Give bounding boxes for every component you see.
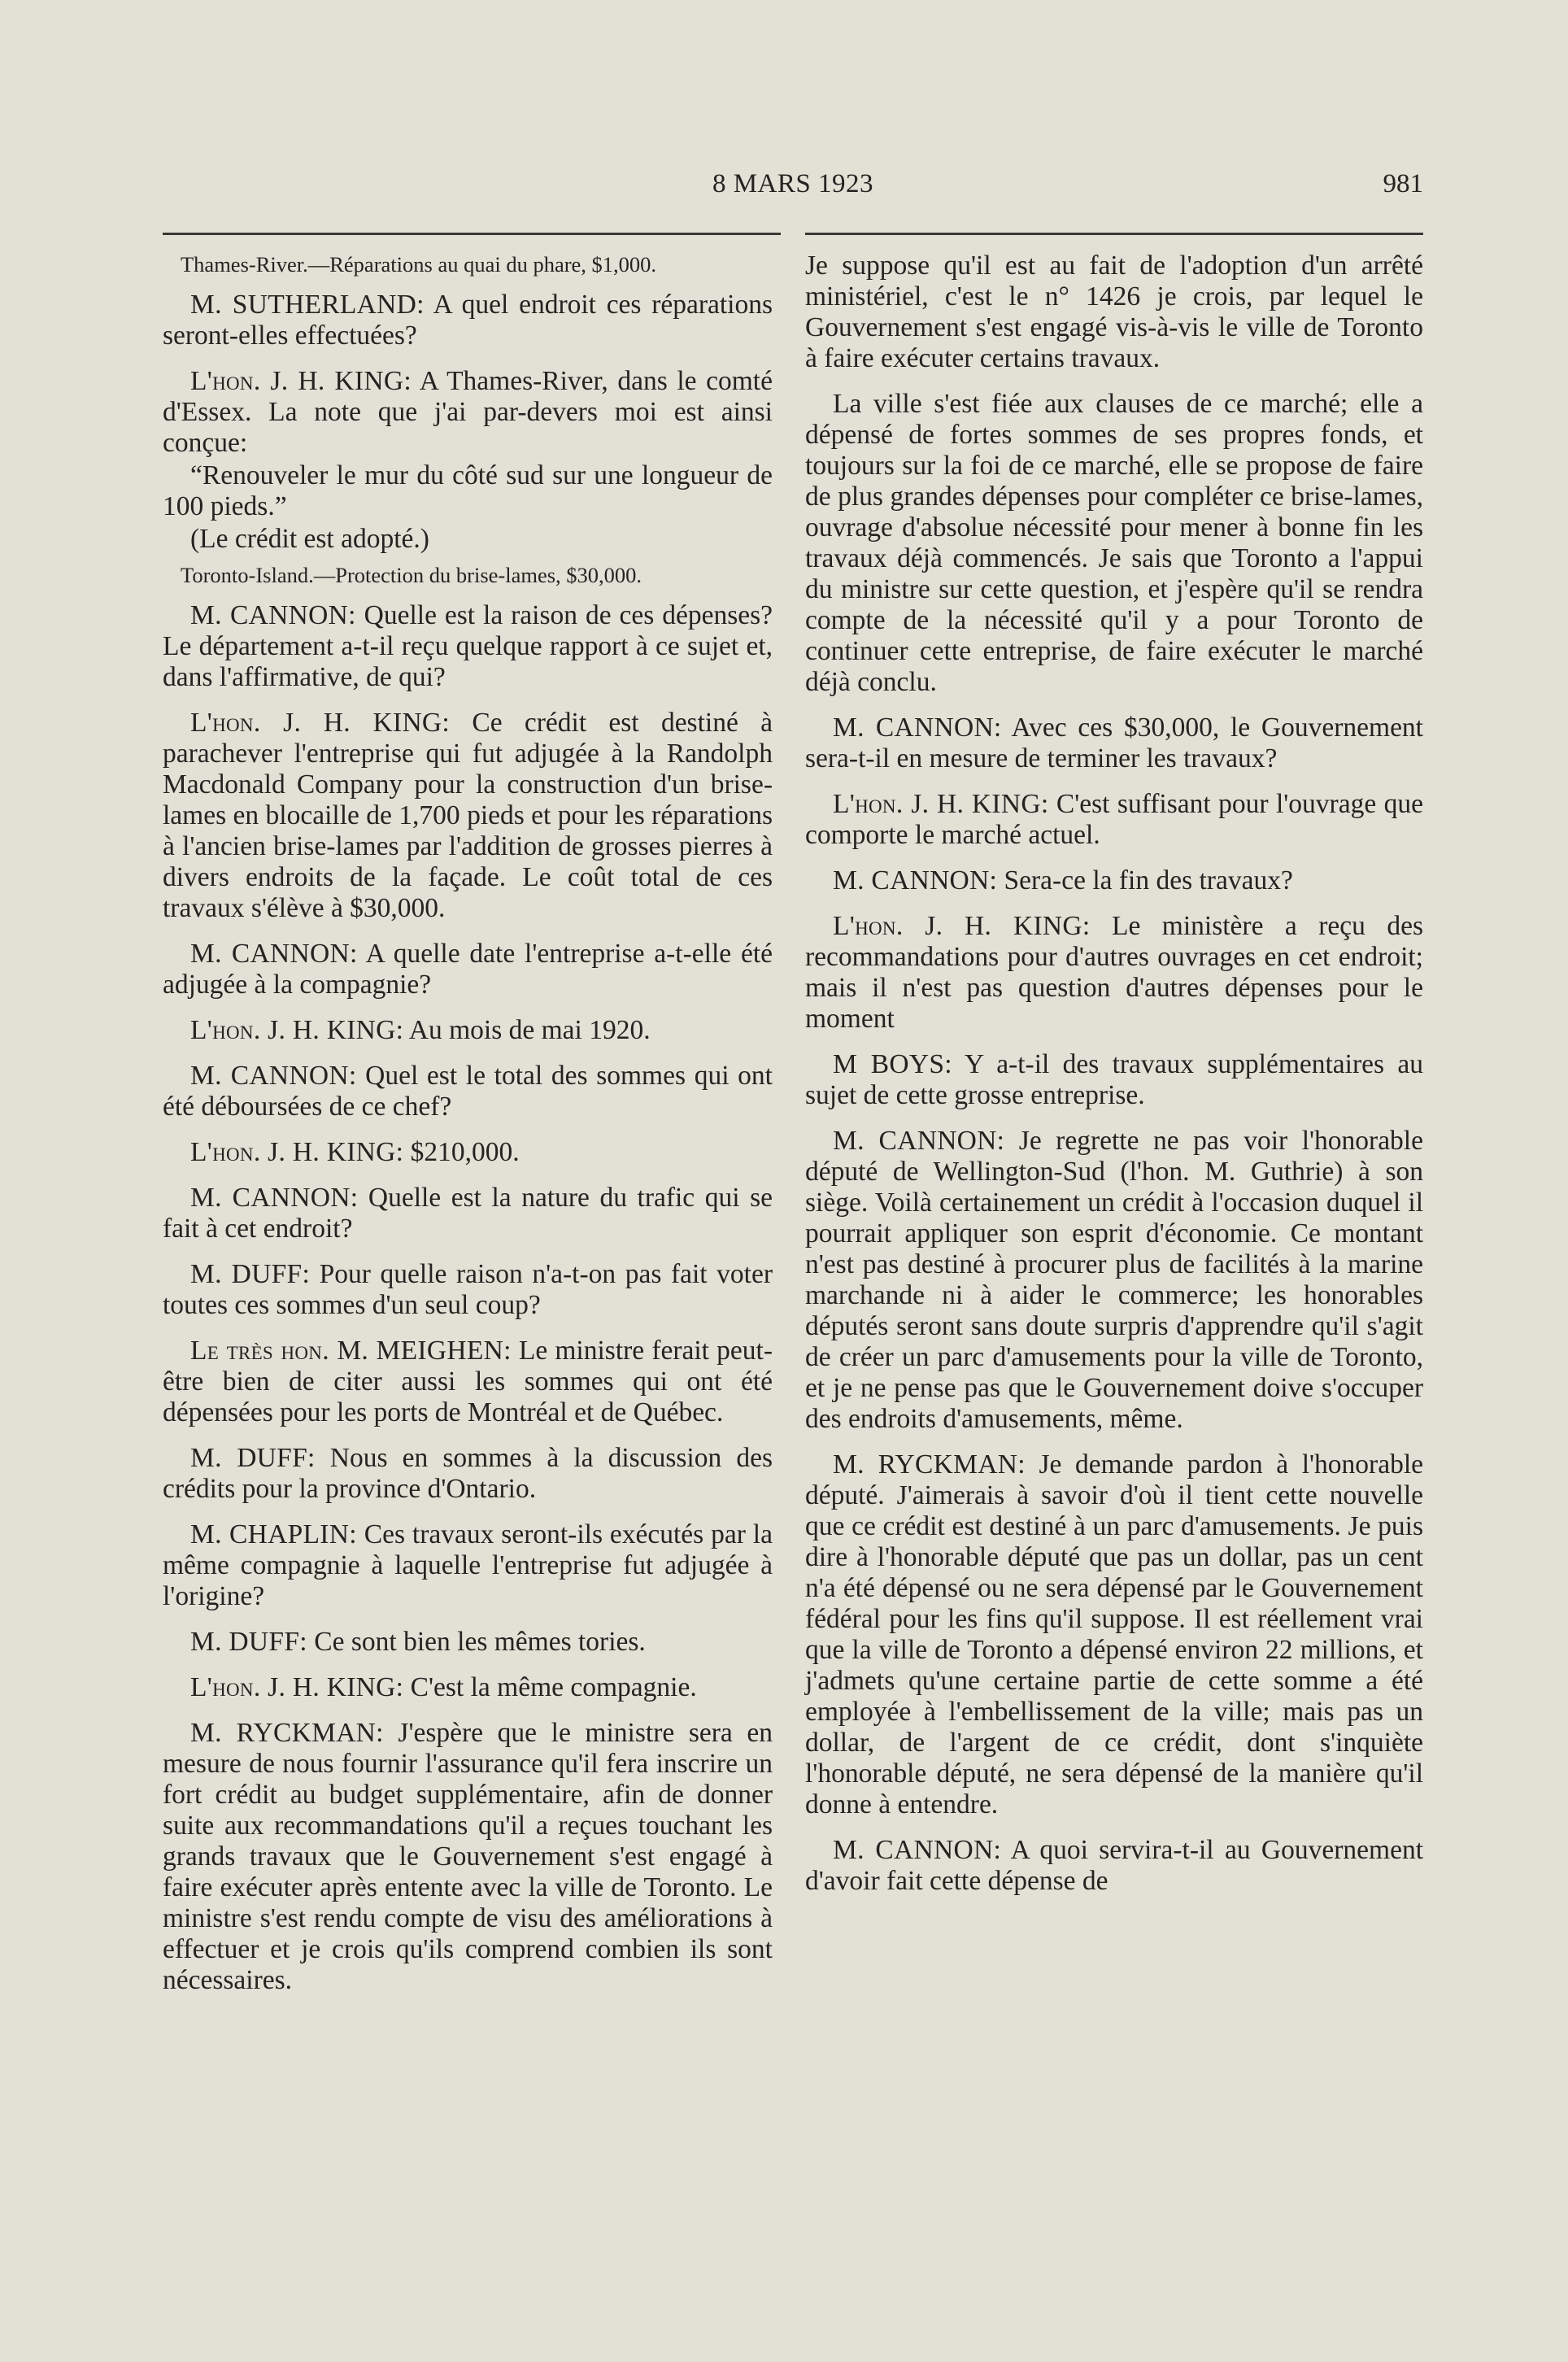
paragraph-text: Le ministère a reçu des recommandations pour d'autres ouvrages en cet endroit; mais il n'est pas question d'autres dépenses pour le moment — [805, 911, 1423, 1034]
paragraph — [163, 366, 773, 459]
paragraph — [163, 1015, 773, 1046]
left-column — [163, 251, 773, 2011]
paragraph-text: A Thames-River, dans le comté d'Essex. La note que j'ai par-devers moi est ainsi conçue: — [163, 366, 773, 458]
paragraph-text: Ce sont bien les mêmes tories. — [307, 1627, 646, 1657]
paragraph — [163, 1443, 773, 1505]
speaker-name: L'hon. J. H. KING: — [190, 1137, 404, 1167]
paragraph-text: Je regrette ne pas voir l'honorable député de Wellington-Sud (l'hon. M. Guthrie) à son siège. Voilà certainement un crédit à l'occasion duquel il pourrait appliquer son esprit d'économie. Ce montant n'est pas destiné à procurer plus de facilités à la marine marchande ni à aider le commerce; les honorables députés seront sans doute surpris d'apprendre qu'il s'agit de créer un parc d'amusements pour la ville de Toronto, et je ne pense pas que le Gouvernement doive s'occuper des endroits d'amusements, même. — [805, 1126, 1423, 1434]
paragraph — [163, 1259, 773, 1321]
header-rule-left — [163, 233, 781, 235]
paragraph-text: Sera-ce la fin des travaux? — [997, 865, 1293, 896]
speaker-name: M. CANNON: — [833, 865, 998, 896]
page-number: 981 — [1383, 169, 1423, 198]
paragraph-text: Thames-River.—Réparations au quai du phare, $1,000. — [181, 252, 657, 277]
paragraph-text: “Renouveler le mur du côté sud sur une longueur de 100 pieds.” — [163, 460, 773, 521]
speaker-name: M. RYCKMAN: — [190, 1718, 384, 1748]
speaker-name: L'hon. J. H. KING: — [833, 911, 1091, 941]
paragraph-text: C'est suffisant pour l'ouvrage que comporte le marché actuel. — [805, 789, 1423, 850]
paragraph — [805, 251, 1423, 374]
paragraph — [163, 1672, 773, 1703]
paragraph-text: Y a-t-il des travaux supplémentaires au sujet de cette grosse entreprise. — [805, 1049, 1423, 1110]
paragraph-text: Le ministre ferait peut-être bien de citer aussi les sommes qui ont été dépensées pour les ports de Montréal et de Québec. — [163, 1336, 773, 1427]
paragraph — [163, 1336, 773, 1428]
paragraph-text: A quelle date l'entreprise a-t-elle été adjugée à la compagnie? — [163, 939, 773, 1000]
paragraph — [163, 1137, 773, 1168]
paragraph-text: Pour quelle raison n'a-t-on pas fait voter toutes ces sommes d'un seul coup? — [163, 1259, 773, 1320]
speaker-name: M. CANNON: — [833, 1126, 1005, 1156]
paragraph — [163, 561, 773, 589]
right-column — [805, 251, 1423, 1911]
speaker-name: L'hon. J. H. KING: — [833, 789, 1049, 819]
speaker-name: M. DUFF: — [190, 1443, 316, 1473]
speaker-name: L'hon. J. H. KING: — [190, 708, 451, 738]
speaker-name: Le très hon. M. MEIGHEN: — [190, 1336, 512, 1366]
paragraph — [805, 713, 1423, 774]
paragraph-text: Ce crédit est destiné à parachever l'entreprise qui fut adjugée à la Randolph Macdonald Company pour la construction d'un brise-lames en blocaille de 1,700 pieds et pour les réparations à l'ancien brise-lames par l'addition de grosses pierres à divers endroits de la façade. Le coût total de ces travaux s'élève à $30,000. — [163, 708, 773, 923]
paragraph-text: Avec ces $30,000, le Gouvernement sera-t-il en mesure de terminer les travaux? — [805, 713, 1423, 774]
paragraph-text: Quelle est la nature du trafic qui se fait à cet endroit? — [163, 1183, 773, 1244]
page-date-title: 8 MARS 1923 — [712, 169, 874, 198]
paragraph — [163, 290, 773, 351]
paragraph — [805, 865, 1423, 896]
speaker-name: M. CANNON: — [190, 1061, 357, 1091]
speaker-name: M. CHAPLIN: — [190, 1519, 357, 1549]
paragraph — [163, 1519, 773, 1612]
paragraph — [163, 939, 773, 1000]
paragraph — [805, 1049, 1423, 1111]
paragraph-text: Je demande pardon à l'honorable député. J'aimerais à savoir d'où il tient cette nouvelle que ce crédit est destiné à un parc d'amusements. Je puis dire à l'honorable député que pas un dollar, pas un cent n'a été dépensé ou ne sera dépensé par le Gouvernement fédéral pour les fins qu'il suppose. Il est réellement vrai que la ville de Toronto a dépensé environ 22 millions, et j'admets qu'une certaine partie de cette somme a été employée à l'embellissement de la ville; mais pas un dollar, de l'argent de ce crédit, dont s'inquiète l'honorable député, ne sera dépensé de la manière qu'il donne à entendre. — [805, 1449, 1423, 1819]
paragraph — [163, 460, 773, 522]
paragraph — [163, 1627, 773, 1658]
paragraph-text: La ville s'est fiée aux clauses de ce marché; elle a dépensé de fortes sommes de ses propres fonds, et toujours sur la foi de ce marché, elle se propose de faire de plus grandes dépenses pour compléter ce brise-lames, ouvrage d'absolue nécessité pour mener à bonne fin les travaux déjà commencés. Je sais que Toronto a l'appui du ministre sur cette question, et j'espère qu'il se rendra compte de la nécessité qu'il y a pour Toronto de continuer cette entreprise, de faire exécuter le marché déjà conclu. — [805, 389, 1423, 697]
speaker-name: M. RYCKMAN: — [833, 1449, 1026, 1480]
paragraph — [163, 1718, 773, 1996]
paragraph-text: A quoi servira-t-il au Gouvernement d'avoir fait cette dépense de — [805, 1835, 1424, 1896]
speaker-name: M. DUFF: — [190, 1259, 311, 1289]
paragraph-text: C'est la même compagnie. — [403, 1672, 697, 1702]
speaker-name: M. CANNON: — [190, 939, 358, 969]
paragraph — [163, 251, 773, 278]
paragraph — [163, 524, 773, 555]
paragraph-text: J'espère que le ministre sera en mesure de nous fournir l'assurance qu'il fera inscrire un fort crédit au budget supplémentaire, afin de donner suite aux recommandations qu'il a reçues touchant les grands travaux que le Gouvernement s'est engagé à faire exécuter après entente avec la ville de Toronto. Le ministre s'est rendu compte de visu des améliorations à effectuer et je crois qu'ils comprend combien ils sont nécessaires. — [163, 1718, 773, 1995]
speaker-name: M. SUTHERLAND: — [190, 290, 425, 320]
speaker-name: M. CANNON: — [190, 1183, 359, 1213]
paragraph — [805, 1835, 1423, 1897]
speaker-name: M. CANNON: — [833, 1835, 1002, 1865]
paragraph — [805, 1449, 1423, 1820]
paragraph — [163, 600, 773, 693]
paragraph — [805, 1126, 1423, 1435]
speaker-name: M. CANNON: — [190, 600, 356, 630]
paragraph-text: (Le crédit est adopté.) — [190, 524, 429, 554]
speaker-name: M BOYS: — [833, 1049, 952, 1079]
page-header — [163, 169, 1423, 218]
speaker-name: M. DUFF: — [190, 1627, 307, 1657]
paragraph-text: A quel endroit ces réparations seront-elles effectuées? — [163, 290, 773, 351]
paragraph-text: Au mois de mai 1920. — [403, 1015, 651, 1045]
paragraph — [805, 389, 1423, 698]
speaker-name: L'hon. J. H. KING: — [190, 366, 412, 396]
paragraph-text: Ces travaux seront-ils exécutés par la même compagnie à laquelle l'entreprise fut adjugée à l'origine? — [163, 1519, 773, 1611]
paragraph-text: Nous en sommes à la discussion des crédits pour la province d'Ontario. — [163, 1443, 773, 1504]
paragraph — [805, 789, 1423, 851]
speaker-name: L'hon. J. H. KING: — [190, 1672, 404, 1702]
paragraph — [805, 911, 1423, 1035]
paragraph-text: Quelle est la raison de ces dépenses? Le département a-t-il reçu quelque rapport à ce sujet et, dans l'affirmative, de qui? — [163, 600, 773, 692]
speaker-name: M. CANNON: — [833, 713, 1002, 743]
paragraph-text: $210,000. — [403, 1137, 520, 1167]
speaker-name: L'hon. J. H. KING: — [190, 1015, 404, 1045]
paragraph-text: Je suppose qu'il est au fait de l'adoption d'un arrêté ministériel, c'est le n° 1426 je crois, par lequel le Gouvernement s'est engagé vis-à-vis le ville de Toronto à faire exécuter certains travaux. — [805, 251, 1423, 373]
paragraph — [163, 1061, 773, 1122]
paragraph — [163, 1183, 773, 1244]
paragraph-text: Toronto-Island.—Protection du brise-lames, $30,000. — [181, 563, 642, 587]
paragraph — [163, 708, 773, 924]
paragraph-text: Quel est le total des sommes qui ont été déboursées de ce chef? — [163, 1061, 773, 1122]
header-rule-right — [805, 233, 1423, 235]
